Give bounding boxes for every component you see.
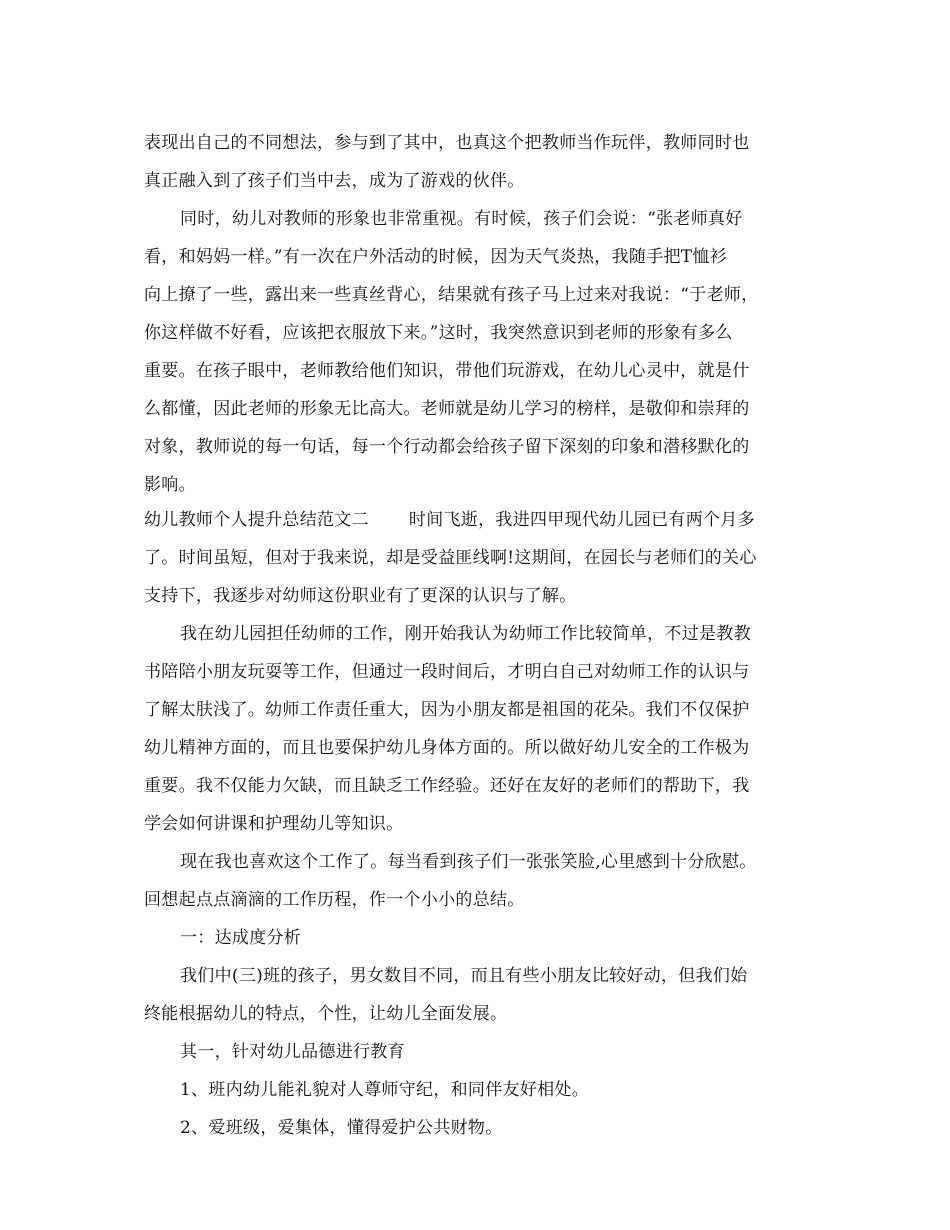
- subheading-line: 一：达成度分析: [180, 928, 302, 948]
- body-text-line: 向上撩了一些，露出来一些真丝背心，结果就有孩子马上过来对我说：“于老师，: [144, 285, 759, 305]
- paragraph-first-line: 同时，幼儿对教师的形象也非常重视。有时候，孩子们会说：“张老师真好: [180, 209, 743, 229]
- body-text-line: 么都懂，因此老师的形象无比高大。老师就是幼儿学习的榜样，是敬仰和崇拜的: [144, 399, 750, 419]
- body-text-line: 学会如何讲课和护理幼儿等知识。: [144, 814, 404, 834]
- body-text-line: 幼儿精神方面的，而且也要保护幼儿身体方面的。所以做好幼儿安全的工作极为: [144, 738, 750, 758]
- paragraph-first-line: 现在我也喜欢这个工作了。每当看到孩子们一张张笑脸,心里感到十分欣慰。: [180, 852, 757, 872]
- paragraph-first-line: 我在幼儿园担任幼师的工作，刚开始我认为幼师工作比较简单，不过是教教: [180, 624, 751, 644]
- section-first-line: 时间飞逝，我进四甲现代幼儿园已有两个月多: [408, 510, 755, 530]
- body-text-line: 了。时间虽短，但对于我来说，却是受益匪线啊!这期间，在园长与老师们的关心: [144, 548, 757, 568]
- section-heading-line: [144, 508, 755, 532]
- body-text-line: 支持下，我逐步对幼师这份职业有了更深的认识与了解。: [144, 586, 577, 606]
- list-item: 1、班内幼儿能礼貌对人尊师守纪，和同伴友好相处。: [180, 1080, 590, 1100]
- body-text-line: 回想起点点滴滴的工作历程，作一个小小的总结。: [144, 890, 525, 910]
- body-text-line: 真正融入到了孩子们当中去，成为了游戏的伙伴。: [144, 171, 525, 191]
- body-text-line: 你这样做不好看，应该把衣服放下来。”这时，我突然意识到老师的形象有多么: [144, 323, 733, 343]
- body-text-line: 看，和妈妈一样。”有一次在户外活动的时候，因为天气炎热，我随手把T恤衫: [144, 247, 728, 267]
- body-text-line: 重要。在孩子眼中，老师教给他们知识，带他们玩游戏，在幼儿心灵中，就是什: [144, 361, 750, 381]
- body-text-line: 表现出自己的不同想法，参与到了其中，也真这个把教师当作玩伴，教师同时也: [144, 133, 750, 153]
- section-title: 幼儿教师个人提升总结范文二: [144, 510, 369, 530]
- body-text-line: 书陪陪小朋友玩耍等工作，但通过一段时间后，才明白自己对幼师工作的认识与: [144, 662, 750, 682]
- body-text-line: 影响。: [144, 475, 196, 495]
- list-item: 2、爱班级，爱集体，懂得爱护公共财物。: [180, 1118, 503, 1138]
- paragraph-first-line: 我们中(三)班的孩子，男女数目不同，而且有些小朋友比较好动，但我们始: [180, 966, 748, 986]
- body-text-line: 终能根据幼儿的特点，个性，让幼儿全面发展。: [144, 1004, 508, 1024]
- body-text-line: 重要。我不仅能力欠缺，而且缺乏工作经验。还好在友好的老师们的帮助下，我: [144, 776, 750, 796]
- body-text-line: 了解太肤浅了。幼师工作责任重大，因为小朋友都是祖国的花朵。我们不仅保护: [144, 700, 750, 720]
- body-text-line: 对象，教师说的每一句话，每一个行动都会给孩子留下深刻的印象和潜移默化的: [144, 437, 750, 457]
- subheading-line: 其一，针对幼儿品德进行教育: [180, 1042, 405, 1062]
